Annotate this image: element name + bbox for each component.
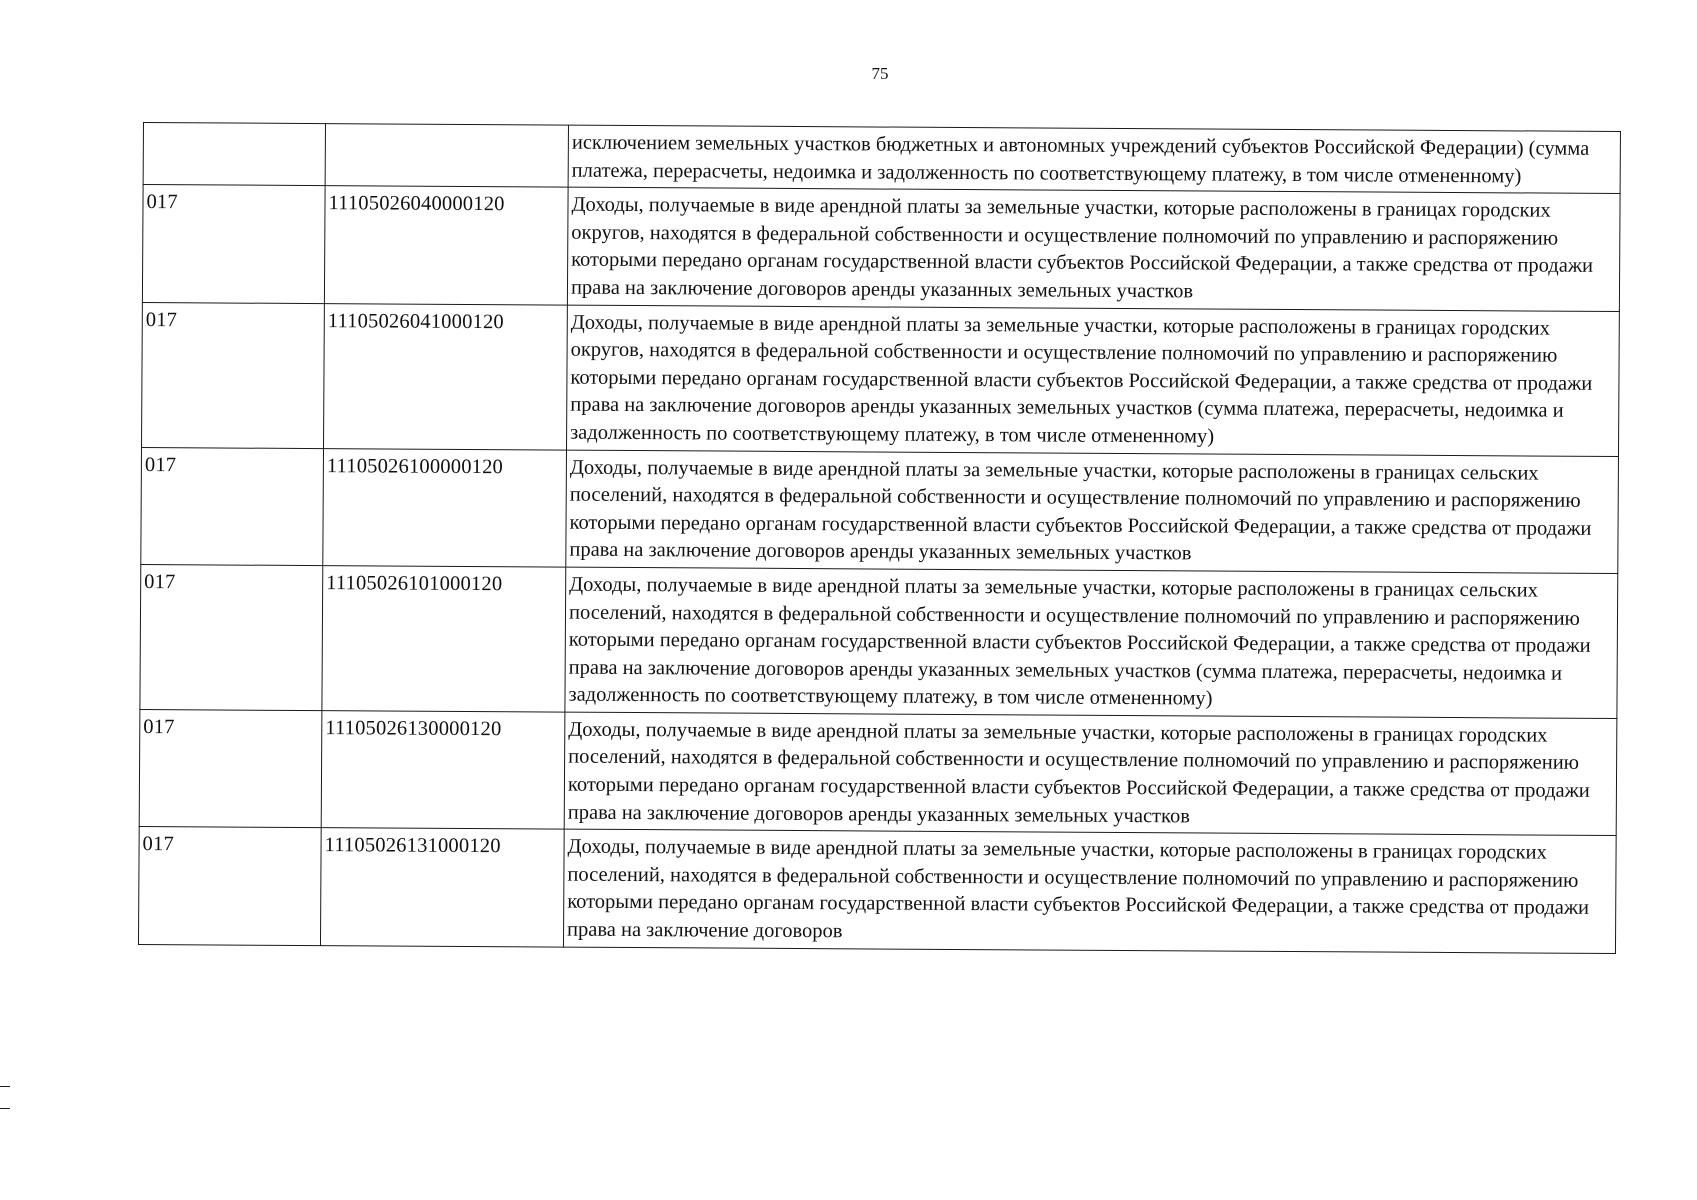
- admin-code-cell: 017: [142, 302, 325, 448]
- budget-code-cell: 11105026130000120: [321, 710, 565, 829]
- admin-code-cell: 017: [141, 447, 324, 565]
- scan-edge-mark: [0, 1086, 10, 1087]
- table-row: [141, 447, 1619, 573]
- admin-code-cell: 017: [140, 564, 323, 710]
- description-cell: Доходы, получаемые в виде арендной платы за земельные участки, которые расположены в границах городских округов, находятся в федеральной собственности и осуществление полномочий по управлению и распоряжению которыми передано органам государственной власти субъектов Российской Федерации, а также средства от продажи права на заключение договоров аренды указанных земельных участков (сумма платежа, перерасчеты, недоимка и задолженность по соответствующему платежу, в том числе отмененному): [567, 305, 1620, 456]
- scan-edge-mark: [0, 1108, 10, 1109]
- page-number: 75: [871, 64, 889, 83]
- budget-code-table: [138, 122, 1621, 954]
- description-cell: Доходы, получаемые в виде арендной платы за земельные участки, которые расположены в границах сельских поселений, находятся в федеральной собственности и осуществление полномочий по управлению и распоряжению которыми передано органам государственной власти субъектов Российской Федерации, а также средства от продажи права на заключение договоров аренды указанных земельных участков: [566, 450, 1619, 574]
- admin-code-cell: 017: [138, 827, 321, 945]
- table-row: [142, 185, 1620, 311]
- budget-code-cell: 11105026101000120: [322, 566, 566, 712]
- budget-code-cell: 11105026041000120: [324, 303, 568, 449]
- table-row: [140, 564, 1618, 718]
- table-row: [142, 302, 1620, 456]
- budget-code-cell: [325, 124, 568, 188]
- description-cell: Доходы, получаемые в виде арендной платы за земельные участки, которые расположены в границах городских округов, находятся в федеральной собственности и осуществление полномочий по управлению и распоряжению которыми передано органам государственной власти субъектов Российской Федерации, а также средства от продажи права на заключение договоров аренды указанных земельных участков: [567, 187, 1620, 311]
- budget-code-cell: 11105026040000120: [324, 186, 568, 305]
- description-cell: исключением земельных участков бюджетных и автономных учреждений субъектов Российской Федерации) (сумма платежа, перерасчеты, недоимка и задолженность по соответствующему платежу, в том числе отмененному): [568, 125, 1620, 194]
- description-cell: Доходы, получаемые в виде арендной платы за земельные участки, которые расположены в границах городских поселений, находятся в федеральной собственности и осуществление полномочий по управлению и распоряжению которыми передано органам государственной власти субъектов Российской Федерации, а также средства от продажи права на заключение договоров аренды указанных земельных участков: [564, 712, 1617, 836]
- admin-code-cell: [143, 123, 325, 186]
- budget-code-cell: 11105026100000120: [323, 448, 567, 567]
- table-row: [139, 709, 1617, 835]
- admin-code-cell: 017: [142, 185, 325, 303]
- description-cell: Доходы, получаемые в виде арендной платы за земельные участки, которые расположены в границах сельских поселений, находятся в федеральной собственности и осуществление полномочий по управлению и распоряжению которыми передано органам государственной власти субъектов Российской Федерации, а также средства от продажи права на заключение договоров аренды указанных земельных участков (сумма платежа, перерасчеты, недоимка и задолженность по соответствующему платежу, в том числе отмененному): [565, 567, 1618, 718]
- table-row: [138, 827, 1616, 953]
- budget-code-cell: 11105026131000120: [320, 828, 564, 947]
- table-row: [143, 123, 1620, 194]
- admin-code-cell: 017: [139, 709, 322, 827]
- description-cell: Доходы, получаемые в виде арендной платы за земельные участки, которые расположены в границах городских поселений, находятся в федеральной собственности и осуществление полномочий по управлению и распоряжению которыми передано органам государственной власти субъектов Российской Федерации, а также средства от продажи права на заключение договоров: [563, 829, 1616, 953]
